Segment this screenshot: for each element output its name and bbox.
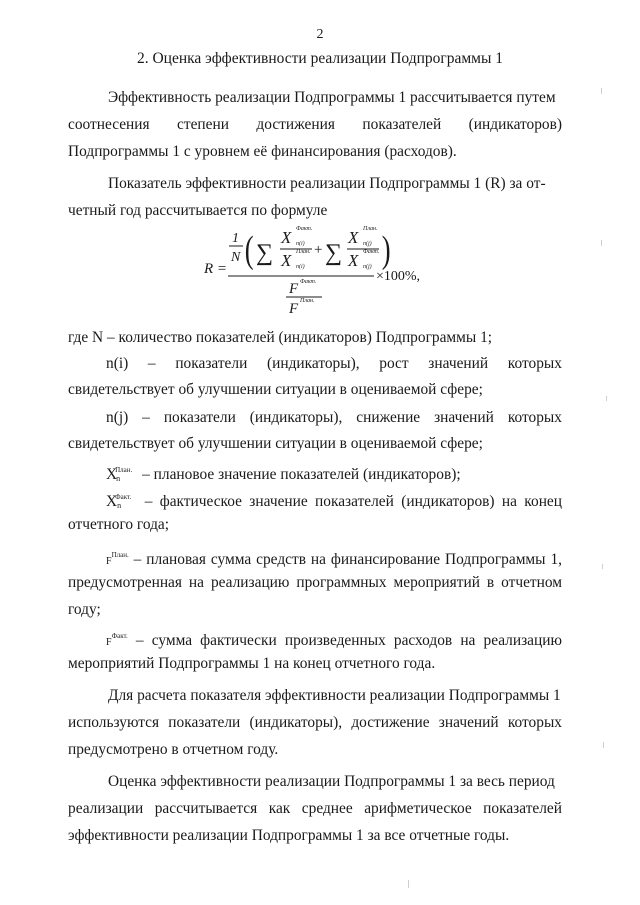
p1-word: соотнесения — [68, 116, 150, 133]
def-word: (индикаторы), — [249, 409, 343, 426]
def-word: n(j) — [106, 409, 129, 426]
def-word: – — [147, 355, 156, 372]
p4-line1: Оценка эффективности реализации Подпрограммы 1 за весь период — [108, 773, 555, 790]
formula-sup-plan-1: План. — [296, 249, 311, 255]
scan-mark — [606, 396, 607, 401]
def-word: значений — [428, 355, 489, 372]
formula-sigma-1: ∑ — [256, 240, 274, 266]
def-word: значений — [434, 409, 494, 426]
def-f-plan-sup: План. — [111, 551, 129, 559]
formula-x-fact-1: X — [281, 228, 292, 247]
formula-sup-f-plan: План. — [300, 298, 315, 304]
def-f-plan-text: – плановая сумма средств на финансирование Подпрограммы 1, — [128, 551, 562, 568]
def-word: показатели — [163, 409, 236, 426]
formula-x-fact-2: X — [348, 251, 359, 270]
def-f-fact-sup: Факт. — [111, 632, 128, 640]
def-word: (индикаторы), — [267, 355, 360, 372]
formula-x-plan-2: X — [348, 228, 359, 247]
page-number: 2 — [316, 27, 324, 42]
scan-mark — [408, 880, 409, 888]
def-x-plan-sub: n — [116, 474, 121, 483]
def-f-plan-symbol: F — [106, 556, 112, 567]
formula-sub-nj-2: n(j) — [363, 264, 372, 270]
formula-sup-plan-2: План. — [363, 226, 378, 232]
formula-sigma-2: ∑ — [325, 240, 343, 266]
formula-sup-fact-1: Факт. — [296, 226, 313, 232]
def-nj-line1 — [68, 404, 562, 431]
formula-sub-ni-2: n(i) — [296, 264, 305, 270]
scan-mark — [603, 742, 604, 748]
p1-line1: Эффективность реализации Подпрограммы 1 рассчитывается путем — [108, 89, 556, 106]
p1-word: показателей — [362, 116, 442, 133]
def-f-fact-line2: мероприятий Подпрограммы 1 на конец отчетного года. — [68, 655, 436, 672]
formula-x-plan-1: X — [281, 251, 292, 270]
p3-line2: используются показатели (индикаторы), достижение значений которых — [68, 714, 562, 731]
p1-word: (индикаторов) — [468, 116, 562, 133]
def-x-fact-sub: n — [117, 501, 122, 510]
formula-N: N — [231, 250, 241, 265]
def-f-fact-symbol: F — [106, 637, 112, 648]
formula-sub-ni-1: n(i) — [296, 241, 305, 247]
formula-sup-f-fact: Факт. — [300, 279, 317, 285]
def-word: – — [142, 409, 150, 426]
scan-mark — [601, 240, 602, 246]
def-word: которых — [507, 409, 562, 426]
p3-line3: предусмотрено в отчетном году. — [68, 741, 279, 758]
def-nj-line2: свидетельствует об улучшении ситуации в оцениваемой сфере; — [68, 435, 483, 452]
p4-line2: реализации рассчитывается как среднее арифметическое показателей — [68, 800, 562, 817]
def-ni-line1 — [68, 350, 562, 377]
def-x-fact-symbol: X — [106, 493, 118, 510]
def-x-fact-line2: отчетного года; — [68, 516, 170, 533]
def-word: n(i) — [106, 355, 129, 372]
def-n: где N – количество показателей (индикаторов) Подпрограммы 1; — [68, 329, 493, 346]
p1-line3: Подпрограммы 1 с уровнем её финансирования (расходов). — [68, 143, 457, 160]
def-x-plan-text: – плановое значение показателей (индикаторов); — [138, 466, 461, 483]
def-x-plan-sup: План. — [115, 466, 133, 474]
formula-sup-fact-2: Факт. — [363, 249, 380, 255]
def-word: которых — [507, 355, 562, 372]
p1-word: достижения — [256, 116, 335, 133]
formula-lhs: R = — [204, 261, 228, 277]
formula-f-plan: F — [289, 301, 299, 317]
formula-tail: ×100%, — [376, 269, 421, 284]
def-word: снижение — [356, 409, 421, 426]
p2-line2: четный год рассчитывается по формуле — [68, 202, 328, 219]
def-f-plan-line2: предусмотренная на реализацию программных мероприятий в отчетном — [68, 574, 562, 591]
def-x-fact-text: – фактическое значение показателей (индикаторов) на конец — [137, 493, 562, 510]
formula-left-paren: ( — [244, 229, 254, 272]
scan-mark — [602, 564, 603, 569]
formula-right-paren: ) — [381, 229, 391, 272]
def-ni-line2: свидетельствует об улучшении ситуации в оцениваемой сфере; — [68, 381, 483, 398]
def-f-fact-text: – сумма фактически произведенных расходов на реализацию — [127, 632, 562, 649]
section-heading: 2. Оценка эффективности реализации Подпрограммы 1 — [136, 50, 504, 67]
formula-plus: + — [314, 242, 323, 258]
p3-line1: Для расчета показателя эффективности реализации Подпрограммы 1 — [108, 687, 561, 704]
formula-one: 1 — [232, 231, 239, 246]
def-word: показатели — [175, 355, 248, 372]
formula-f-fact: F — [289, 281, 299, 297]
def-x-plan-symbol: X — [106, 466, 118, 483]
def-f-plan-line3: году; — [68, 601, 101, 618]
p2-line1: Показатель эффективности реализации Подпрограммы 1 (R) за от- — [108, 175, 546, 192]
p4-line3: эффективности реализации Подпрограммы 1 за все отчетные годы. — [68, 827, 510, 844]
def-word: рост — [379, 355, 409, 372]
def-x-fact-sup: Факт. — [115, 493, 132, 501]
p1-word: степени — [177, 116, 229, 133]
scan-mark — [601, 88, 602, 94]
formula-sub-nj-1: n(j) — [363, 241, 372, 247]
